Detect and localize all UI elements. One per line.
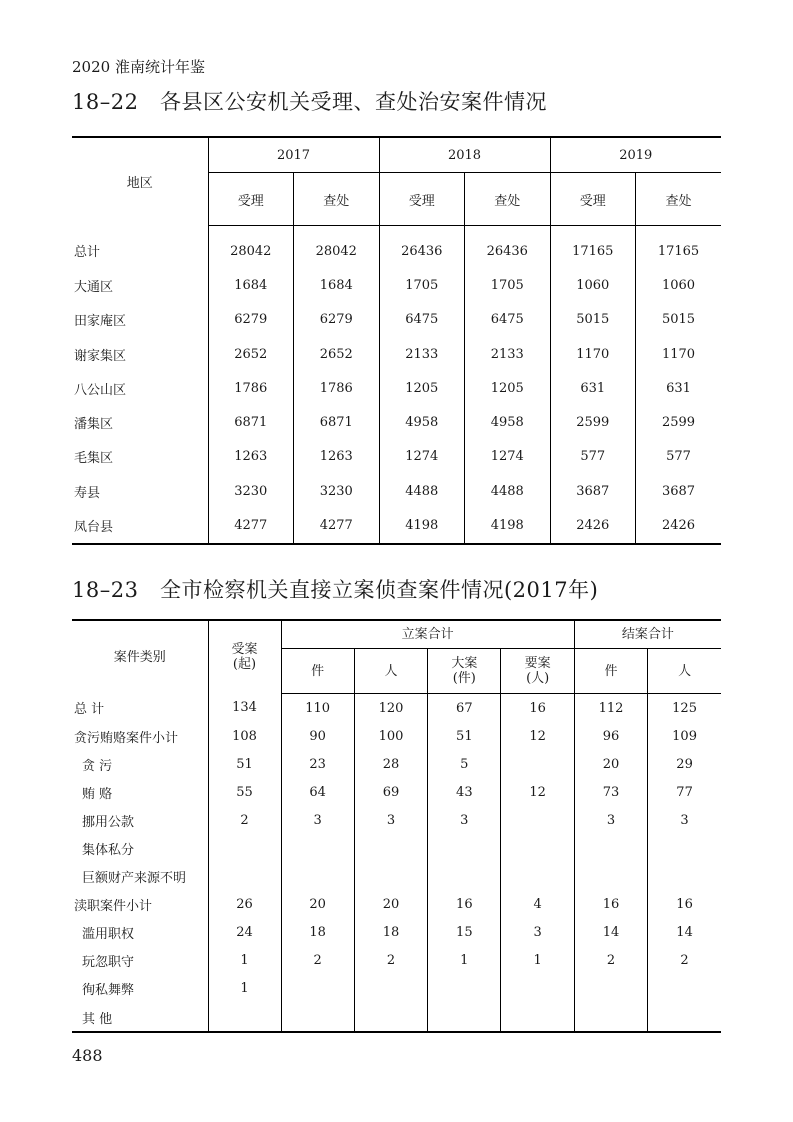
table-cell: 1705 bbox=[465, 268, 551, 302]
table-cell: 55 bbox=[208, 778, 281, 806]
table-cell: 6279 bbox=[294, 303, 380, 337]
table-cell: 1060 bbox=[636, 268, 722, 302]
closed-total-header: 结案合计 bbox=[574, 620, 721, 649]
table-cell bbox=[574, 834, 647, 862]
table-cell: 4198 bbox=[379, 508, 465, 543]
processed-header: 查处 bbox=[465, 173, 551, 226]
table-cell bbox=[208, 1003, 281, 1032]
table-cell: 1 bbox=[208, 947, 281, 975]
table-cell: 1684 bbox=[294, 268, 380, 302]
table-row bbox=[72, 722, 721, 750]
table-cell: 2 bbox=[648, 947, 721, 975]
region-name: 谢家集区 bbox=[74, 348, 127, 364]
table-cell: 1786 bbox=[208, 371, 294, 405]
table-cell: 4488 bbox=[379, 474, 465, 508]
case-category-name: 其 他 bbox=[82, 1011, 113, 1027]
table-row bbox=[72, 694, 721, 723]
table-cell: 12 bbox=[501, 778, 574, 806]
year-header-2018: 2018 bbox=[379, 137, 550, 173]
table-cell bbox=[501, 806, 574, 834]
table-cell: 51 bbox=[208, 750, 281, 778]
closed-cases-header: 件 bbox=[574, 649, 647, 694]
table-cell: 6871 bbox=[294, 405, 380, 439]
table-cell: 1170 bbox=[636, 337, 722, 371]
table-cell: 631 bbox=[636, 371, 722, 405]
table-cell: 1274 bbox=[379, 440, 465, 474]
table-cell: 14 bbox=[574, 919, 647, 947]
table-cell: 1060 bbox=[550, 268, 636, 302]
table2-title: 18–23 全市检察机关直接立案侦查案件情况(2017年) bbox=[72, 578, 599, 602]
case-category-name: 贪污贿赂案件小计 bbox=[74, 730, 179, 746]
cases-accepted-header bbox=[208, 620, 281, 694]
table-cell: 6475 bbox=[465, 303, 551, 337]
table-cell: 4277 bbox=[294, 508, 380, 543]
region-name: 毛集区 bbox=[74, 451, 114, 467]
table-cell bbox=[428, 863, 501, 891]
table-cell: 16 bbox=[574, 891, 647, 919]
table-cell: 20 bbox=[354, 891, 427, 919]
case-category-name: 玩忽职守 bbox=[82, 955, 135, 971]
major-cases-header bbox=[428, 649, 501, 694]
table-cell: 1 bbox=[428, 947, 501, 975]
table-cell: 4488 bbox=[465, 474, 551, 508]
table-cell: 4277 bbox=[208, 508, 294, 543]
table-cell: 1170 bbox=[550, 337, 636, 371]
table-cell: 5015 bbox=[550, 303, 636, 337]
table-cell: 43 bbox=[428, 778, 501, 806]
table-cell: 2599 bbox=[550, 405, 636, 439]
table-cell bbox=[501, 975, 574, 1003]
table-row bbox=[72, 863, 721, 891]
table-cell: 16 bbox=[648, 891, 721, 919]
case-category-name: 贿 赂 bbox=[82, 786, 113, 802]
table-row bbox=[72, 919, 721, 947]
table-cell: 112 bbox=[574, 694, 647, 723]
region-name: 总计 bbox=[74, 245, 101, 261]
table-cell bbox=[574, 863, 647, 891]
table-cell bbox=[208, 834, 281, 862]
cases-accepted-label: 受案 (起) bbox=[231, 642, 258, 673]
table-cell: 1 bbox=[501, 947, 574, 975]
table-cell: 2 bbox=[574, 947, 647, 975]
case-category-name: 滥用职权 bbox=[82, 927, 135, 943]
table-cell: 64 bbox=[281, 778, 354, 806]
table-cell: 28 bbox=[354, 750, 427, 778]
table-cell: 3230 bbox=[208, 474, 294, 508]
table-row bbox=[72, 778, 721, 806]
region-name: 八公山区 bbox=[74, 382, 127, 398]
table-cell: 1684 bbox=[208, 268, 294, 302]
table-cell: 6871 bbox=[208, 405, 294, 439]
table-cell: 16 bbox=[428, 891, 501, 919]
table-cell bbox=[354, 975, 427, 1003]
table-row bbox=[72, 947, 721, 975]
table-cell: 1205 bbox=[379, 371, 465, 405]
table-cell bbox=[574, 1003, 647, 1032]
table-cell: 1274 bbox=[465, 440, 551, 474]
table-cell: 6475 bbox=[379, 303, 465, 337]
table-cell bbox=[648, 834, 721, 862]
table-cell: 3 bbox=[574, 806, 647, 834]
table-cell: 577 bbox=[550, 440, 636, 474]
table-cell: 631 bbox=[550, 371, 636, 405]
table-cell: 577 bbox=[636, 440, 722, 474]
table-cell bbox=[648, 1003, 721, 1032]
table-cell: 29 bbox=[648, 750, 721, 778]
table-cell: 2652 bbox=[294, 337, 380, 371]
table-row bbox=[72, 834, 721, 862]
table-cell: 12 bbox=[501, 722, 574, 750]
closed-persons-header: 人 bbox=[648, 649, 721, 694]
table-cell: 2426 bbox=[636, 508, 722, 543]
table-cell: 20 bbox=[281, 891, 354, 919]
table-cell: 1705 bbox=[379, 268, 465, 302]
accepted-header: 受理 bbox=[208, 173, 294, 226]
table-cell: 16 bbox=[501, 694, 574, 723]
table-cell: 96 bbox=[574, 722, 647, 750]
table-row bbox=[72, 337, 721, 371]
table-cell: 4958 bbox=[465, 405, 551, 439]
table-cell: 3 bbox=[648, 806, 721, 834]
table-row bbox=[72, 371, 721, 405]
table-cell: 2652 bbox=[208, 337, 294, 371]
table-cell: 1786 bbox=[294, 371, 380, 405]
table-row bbox=[72, 750, 721, 778]
table-cell: 6279 bbox=[208, 303, 294, 337]
case-category-header: 案件类别 bbox=[113, 649, 166, 665]
table-cell: 14 bbox=[648, 919, 721, 947]
region-name: 凤台县 bbox=[74, 520, 114, 536]
table-cell: 2133 bbox=[379, 337, 465, 371]
year-header-2017: 2017 bbox=[208, 137, 379, 173]
table-cell: 17165 bbox=[636, 226, 722, 269]
table-cell: 1263 bbox=[208, 440, 294, 474]
case-category-name: 挪用公款 bbox=[82, 814, 135, 830]
table-cell bbox=[281, 863, 354, 891]
table-cell bbox=[428, 975, 501, 1003]
table1-title: 18–22 各县区公安机关受理、查处治安案件情况 bbox=[72, 90, 547, 114]
table-cell: 3 bbox=[428, 806, 501, 834]
table-row bbox=[72, 226, 721, 269]
table-cell: 4958 bbox=[379, 405, 465, 439]
table-cell: 23 bbox=[281, 750, 354, 778]
table-cell: 108 bbox=[208, 722, 281, 750]
table-row bbox=[72, 440, 721, 474]
table-cell bbox=[501, 750, 574, 778]
table-cell bbox=[208, 863, 281, 891]
table-cell: 67 bbox=[428, 694, 501, 723]
page-number: 488 bbox=[72, 1046, 103, 1065]
table-cell: 90 bbox=[281, 722, 354, 750]
filed-cases-header: 件 bbox=[281, 649, 354, 694]
table-cell: 28042 bbox=[294, 226, 380, 269]
table-cell bbox=[501, 1003, 574, 1032]
table-cell: 4198 bbox=[465, 508, 551, 543]
table-row bbox=[72, 405, 721, 439]
table-cell: 5015 bbox=[636, 303, 722, 337]
table-row bbox=[72, 508, 721, 543]
region-name: 寿县 bbox=[74, 485, 101, 501]
table-row bbox=[72, 1003, 721, 1032]
table-cell bbox=[354, 863, 427, 891]
table-cell: 17165 bbox=[550, 226, 636, 269]
table-cell: 100 bbox=[354, 722, 427, 750]
table-cell: 28042 bbox=[208, 226, 294, 269]
region-column-header: 地区 bbox=[126, 176, 153, 192]
case-category-name: 总 计 bbox=[74, 702, 105, 718]
table-cell bbox=[354, 1003, 427, 1032]
procuratorate-cases-table bbox=[72, 619, 721, 1033]
table-cell: 3687 bbox=[636, 474, 722, 508]
table-cell bbox=[428, 834, 501, 862]
table-cell: 3 bbox=[281, 806, 354, 834]
table-cell: 125 bbox=[648, 694, 721, 723]
major-cases-label: 大案 (件) bbox=[451, 656, 478, 686]
case-category-name: 徇私舞弊 bbox=[82, 983, 135, 999]
table-cell: 1263 bbox=[294, 440, 380, 474]
table-cell: 73 bbox=[574, 778, 647, 806]
table-cell: 120 bbox=[354, 694, 427, 723]
year-header-2019: 2019 bbox=[550, 137, 721, 173]
table-cell: 51 bbox=[428, 722, 501, 750]
table-cell: 3230 bbox=[294, 474, 380, 508]
table-cell: 77 bbox=[648, 778, 721, 806]
region-name: 田家庵区 bbox=[74, 314, 127, 330]
filed-total-header: 立案合计 bbox=[281, 620, 574, 649]
case-category-name: 贪 污 bbox=[82, 758, 113, 774]
table-cell: 69 bbox=[354, 778, 427, 806]
table-cell: 2 bbox=[354, 947, 427, 975]
table-cell bbox=[281, 834, 354, 862]
key-cases-header bbox=[501, 649, 574, 694]
table-row bbox=[72, 806, 721, 834]
table-cell: 3 bbox=[501, 919, 574, 947]
table-cell: 2426 bbox=[550, 508, 636, 543]
table-cell: 1 bbox=[208, 975, 281, 1003]
table-cell: 110 bbox=[281, 694, 354, 723]
table-row bbox=[72, 268, 721, 302]
table-cell: 4 bbox=[501, 891, 574, 919]
table-cell bbox=[281, 1003, 354, 1032]
table-cell bbox=[428, 1003, 501, 1032]
table-cell: 26436 bbox=[379, 226, 465, 269]
case-category-name: 集体私分 bbox=[82, 843, 135, 859]
table-cell: 5 bbox=[428, 750, 501, 778]
table-cell bbox=[281, 975, 354, 1003]
table-cell bbox=[648, 975, 721, 1003]
table-cell: 18 bbox=[281, 919, 354, 947]
accepted-header: 受理 bbox=[379, 173, 465, 226]
table-cell: 2 bbox=[208, 806, 281, 834]
table-cell bbox=[648, 863, 721, 891]
table-cell: 26 bbox=[208, 891, 281, 919]
table-row bbox=[72, 891, 721, 919]
table-row bbox=[72, 474, 721, 508]
table-cell: 2133 bbox=[465, 337, 551, 371]
processed-header: 查处 bbox=[294, 173, 380, 226]
case-category-name: 巨额财产来源不明 bbox=[82, 871, 187, 887]
table-cell bbox=[354, 834, 427, 862]
table-cell: 20 bbox=[574, 750, 647, 778]
filed-persons-header: 人 bbox=[354, 649, 427, 694]
table-cell bbox=[501, 863, 574, 891]
table-cell: 15 bbox=[428, 919, 501, 947]
table-cell: 2 bbox=[281, 947, 354, 975]
yearbook-header: 2020 淮南统计年鉴 bbox=[72, 58, 205, 76]
table-cell bbox=[501, 834, 574, 862]
public-security-cases-table bbox=[72, 136, 721, 545]
region-name: 潘集区 bbox=[74, 417, 114, 433]
table-cell: 3 bbox=[354, 806, 427, 834]
region-name: 大通区 bbox=[74, 279, 114, 295]
table-cell: 18 bbox=[354, 919, 427, 947]
table-row bbox=[72, 303, 721, 337]
table-cell bbox=[574, 975, 647, 1003]
accepted-header: 受理 bbox=[550, 173, 636, 226]
table-cell: 2599 bbox=[636, 405, 722, 439]
processed-header: 查处 bbox=[636, 173, 722, 226]
table-cell: 109 bbox=[648, 722, 721, 750]
table-cell: 26436 bbox=[465, 226, 551, 269]
table-cell: 24 bbox=[208, 919, 281, 947]
case-category-name: 渎职案件小计 bbox=[74, 899, 153, 915]
table-cell: 1205 bbox=[465, 371, 551, 405]
table-cell: 134 bbox=[208, 694, 281, 723]
key-cases-label: 要案 (人) bbox=[524, 656, 551, 686]
table-cell: 3687 bbox=[550, 474, 636, 508]
table-row bbox=[72, 975, 721, 1003]
